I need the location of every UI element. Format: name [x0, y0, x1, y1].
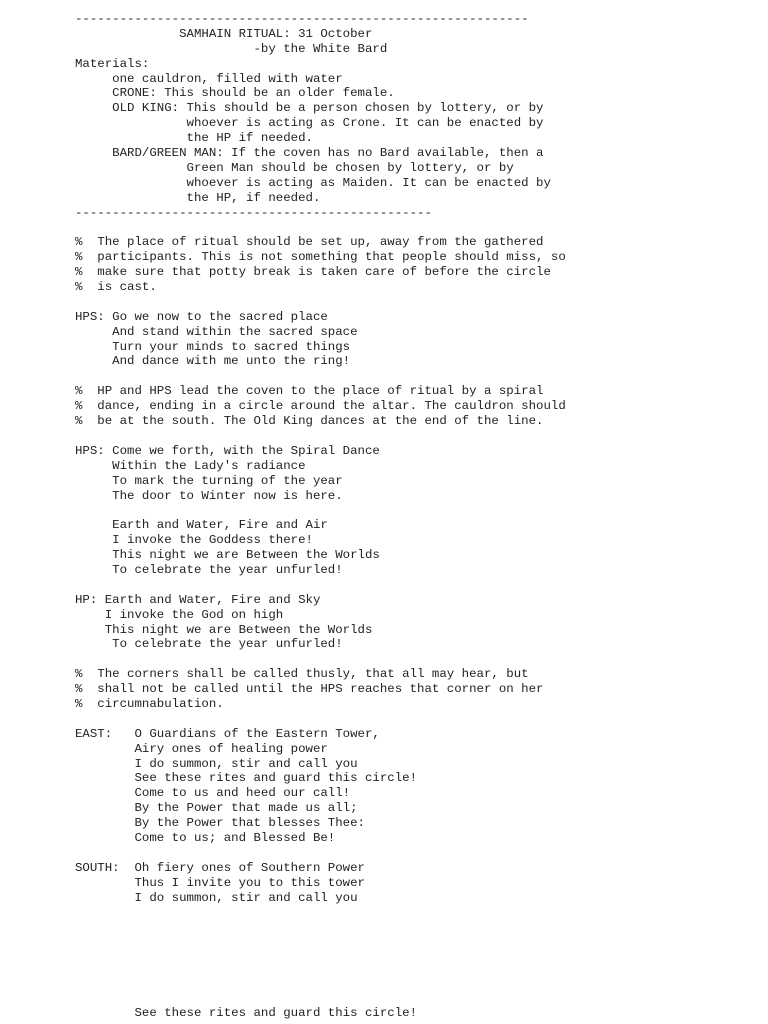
materials-line: BARD/GREEN MAN: If the coven has no Bard available, then a	[75, 146, 544, 161]
verse-line: I do summon, stir and call you	[75, 890, 358, 905]
verse-line: Airy ones of healing power	[75, 741, 328, 756]
materials-heading: Materials:	[75, 56, 150, 71]
stage-direction-line: % circumnabulation.	[75, 696, 224, 711]
verse-line: HP: Earth and Water, Fire and Sky	[75, 592, 321, 607]
verse-line: This night we are Between the Worlds	[75, 622, 373, 637]
verse-line: See these rites and guard this circle!	[75, 771, 418, 786]
materials-line: whoever is acting as Crone. It can be enacted by	[75, 116, 544, 131]
header-rule-bottom: ------------------------------------------------	[75, 205, 432, 220]
header-rule-top: -------------------------------------------------------------	[75, 12, 529, 26]
verse-line: Within the Lady's radiance	[75, 458, 306, 473]
verse-line: And dance with me unto the ring!	[75, 354, 351, 369]
verse-line: SOUTH: Oh fiery ones of Southern Power	[75, 860, 365, 875]
hps-verse-spiral-dance	[75, 444, 765, 504]
verse-line: HPS: Go we now to the sacred place	[75, 309, 328, 324]
page-continuation-line: See these rites and guard this circle!	[75, 1006, 418, 1020]
stage-direction-line: % The corners shall be called thusly, that all may hear, but	[75, 667, 529, 682]
document-text	[75, 12, 765, 905]
stage-direction-line: % be at the south. The Old King dances at the end of the line.	[75, 414, 544, 429]
verse-line: I invoke the Goddess there!	[75, 533, 313, 548]
materials-line: CRONE: This should be an older female.	[75, 86, 395, 101]
stage-direction-line: % make sure that potty break is taken care of before the circle	[75, 265, 551, 280]
verse-line: To mark the turning of the year	[75, 473, 343, 488]
stage-direction-setup	[75, 235, 765, 295]
stage-direction-line: % The place of ritual should be set up, away from the gathered	[75, 235, 544, 250]
materials-line: the HP if needed.	[75, 131, 313, 146]
stage-direction-line: % dance, ending in a circle around the altar. The cauldron should	[75, 399, 566, 414]
verse-line: By the Power that blesses Thee:	[75, 816, 365, 831]
verse-line: The door to Winter now is here.	[75, 488, 343, 503]
materials-line: whoever is acting as Maiden. It can be enacted by	[75, 175, 551, 190]
south-invocation	[75, 861, 765, 906]
hps-verse-goddess	[75, 518, 765, 578]
verse-line: Come to us; and Blessed Be!	[75, 830, 336, 845]
ritual-byline: -by the White Bard	[75, 41, 388, 56]
ritual-title: SAMHAIN RITUAL: 31 October	[75, 26, 373, 41]
stage-direction-line: % is cast.	[75, 280, 157, 295]
materials-line: the HP, if needed.	[75, 190, 321, 205]
verse-line: By the Power that made us all;	[75, 801, 358, 816]
stage-direction-line: % HP and HPS lead the coven to the place of ritual by a spiral	[75, 384, 544, 399]
verse-line: Turn your minds to sacred things	[75, 339, 351, 354]
verse-line: This night we are Between the Worlds	[75, 548, 380, 563]
verse-line: Earth and Water, Fire and Air	[75, 518, 328, 533]
hp-verse-god	[75, 593, 765, 653]
materials-line: Green Man should be chosen by lottery, or by	[75, 160, 514, 175]
verse-line: Come to us and heed our call!	[75, 786, 351, 801]
verse-line: I do summon, stir and call you	[75, 756, 358, 771]
verse-line: To celebrate the year unfurled!	[75, 562, 343, 577]
materials-line: one cauldron, filled with water	[75, 71, 343, 86]
east-invocation	[75, 727, 765, 846]
verse-line: To celebrate the year unfurled!	[75, 637, 343, 652]
verse-line: EAST: O Guardians of the Eastern Tower,	[75, 726, 380, 741]
hps-verse-sacred-place	[75, 310, 765, 370]
materials-line: OLD KING: This should be a person chosen by lottery, or by	[75, 101, 544, 116]
verse-line: And stand within the sacred space	[75, 324, 358, 339]
stage-direction-corners	[75, 667, 765, 712]
verse-line: Thus I invite you to this tower	[75, 875, 365, 890]
verse-line: I invoke the God on high	[75, 607, 284, 622]
stage-direction-line: % participants. This is not something that people should miss, so	[75, 250, 566, 265]
stage-direction-spiral-dance	[75, 384, 765, 429]
stage-direction-line: % shall not be called until the HPS reaches that corner on her	[75, 682, 544, 697]
verse-line: HPS: Come we forth, with the Spiral Dance	[75, 443, 380, 458]
